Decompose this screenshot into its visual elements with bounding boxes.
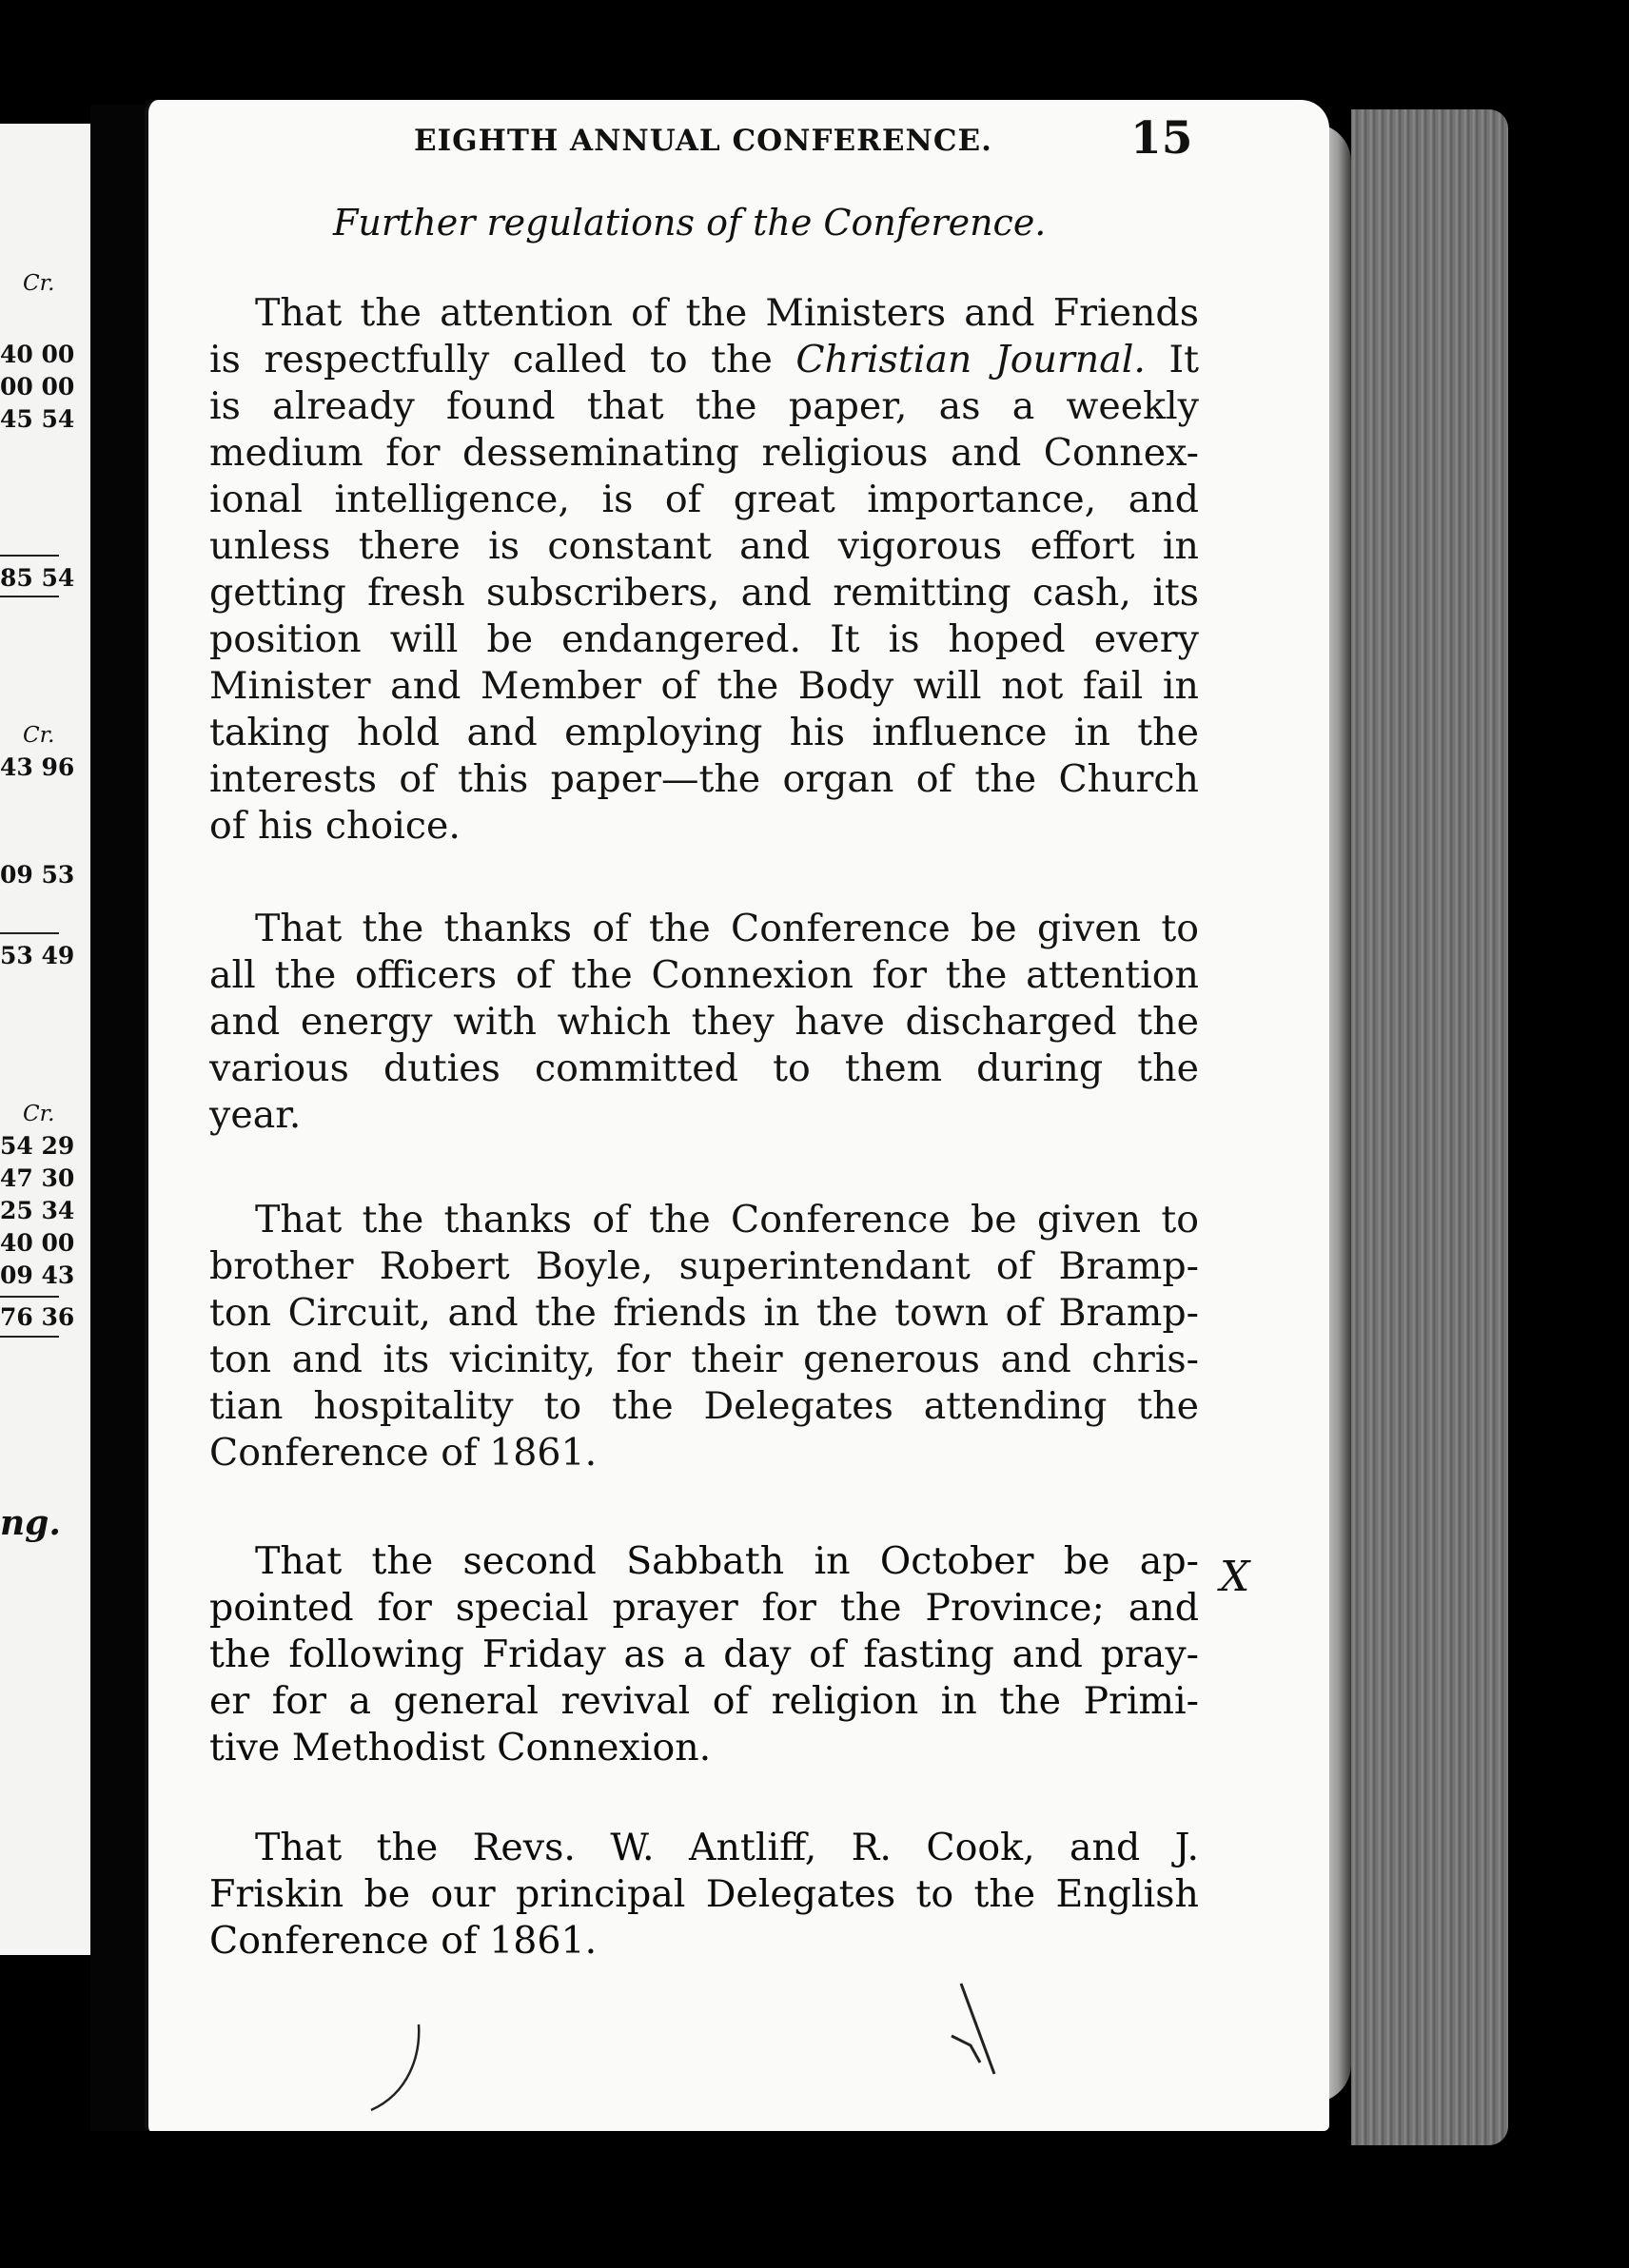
- left-figure: 47 30: [0, 1164, 75, 1192]
- text-line: getting fresh subscribers, and remitting cash, its: [209, 571, 1199, 615]
- left-figure: 40 00: [0, 341, 75, 368]
- text-line: the following Friday as a day of fasting and pray-: [209, 1633, 1199, 1676]
- left-rule: [0, 1336, 59, 1338]
- left-figure: 00 00: [0, 373, 75, 401]
- left-figure: 43 96: [0, 753, 75, 781]
- text-line: year.: [209, 1093, 302, 1137]
- text-line: pointed for special prayer for the Province; and: [209, 1586, 1199, 1630]
- text-line: various duties committed to them during the: [209, 1046, 1199, 1090]
- text-line: Conference of 1861.: [209, 1919, 598, 1963]
- paragraph-journal: [209, 290, 1199, 850]
- left-figure: 53 49: [0, 942, 75, 969]
- text-line: taking hold and employing his influence in the: [209, 711, 1199, 754]
- page-number: 15: [1130, 112, 1193, 165]
- text-line: That the Revs. W. Antliff, R. Cook, and J.: [255, 1826, 1199, 1869]
- text-line: ional intelligence, is of great importance, and: [209, 478, 1199, 521]
- pencil-scratch: [352, 2017, 438, 2121]
- paragraph-delegates: [209, 1825, 1199, 1965]
- text-line: position will be endangered. It is hoped every: [209, 617, 1199, 661]
- text-line: tive Methodist Connexion.: [209, 1726, 712, 1769]
- text-line: er for a general revival of religion in the Primi-: [209, 1679, 1199, 1723]
- text-line: Friskin be our principal Delegates to the English: [209, 1872, 1199, 1916]
- left-rule: [0, 1296, 59, 1298]
- text-line: Conference of 1861.: [209, 1431, 598, 1475]
- text-line: That the second Sabbath in October be ap-: [255, 1539, 1199, 1583]
- left-cr-label: Cr.: [23, 271, 55, 296]
- margin-x-mark: X: [1220, 1553, 1250, 1601]
- left-figure: 09 43: [0, 1261, 75, 1289]
- journal-title: Christian Journal.: [795, 338, 1146, 381]
- left-figure: 85 54: [0, 564, 75, 592]
- pencil-scratch: [942, 1979, 1018, 2083]
- text-line: That the thanks of the Conference be given to: [255, 1198, 1199, 1242]
- left-cr-label: Cr.: [23, 723, 55, 748]
- text-line: interests of this paper—the organ of the Church: [209, 757, 1199, 801]
- left-figure: 09 53: [0, 861, 75, 889]
- paragraph-sabbath-prayer: [209, 1538, 1199, 1771]
- text-line: medium for desseminating religious and Connex-: [209, 431, 1199, 475]
- left-figure: 45 54: [0, 405, 75, 433]
- text-line: brother Robert Boyle, superintendant of Bramp-: [209, 1244, 1199, 1288]
- text-line: unless there is constant and vigorous effort in: [209, 524, 1199, 568]
- section-title: Further regulations of the Conference.: [333, 202, 1047, 244]
- left-figure: 54 29: [0, 1132, 75, 1160]
- left-figure: 76 36: [0, 1303, 75, 1331]
- text-line: ton Circuit, and the friends in the town of Bramp-: [209, 1291, 1199, 1335]
- running-head: EIGHTH ANNUAL CONFERENCE.: [414, 124, 992, 158]
- left-rule: [0, 596, 59, 597]
- text-line: and energy with which they have discharged the: [209, 1000, 1199, 1044]
- text-line: That the attention of the Ministers and Friends: [255, 291, 1199, 335]
- left-facing-page: [0, 124, 90, 1955]
- text-line: That the thanks of the Conference be given to: [255, 907, 1199, 950]
- book-gutter: [90, 105, 147, 2131]
- left-rule: [0, 932, 59, 934]
- left-rule: [0, 555, 59, 557]
- text-line: tian hospitality to the Delegates attending the: [209, 1384, 1199, 1428]
- book-cover-board: [1351, 109, 1508, 2145]
- paragraph-brampton-thanks: [209, 1197, 1199, 1476]
- text-line: is already found that the paper, as a weekly: [209, 384, 1199, 428]
- text-line: Minister and Member of the Body will not fail in: [209, 664, 1199, 708]
- text-line: of his choice.: [209, 804, 461, 848]
- left-text-fragment: ng.: [0, 1503, 61, 1543]
- left-figure: 40 00: [0, 1229, 75, 1257]
- text-line: is respectfully called to the Christian Journal. It: [209, 338, 1199, 381]
- left-figure: 25 34: [0, 1197, 75, 1224]
- left-cr-label: Cr.: [23, 1102, 55, 1126]
- paragraph-officers-thanks: [209, 906, 1199, 1139]
- text-line: ton and its vicinity, for their generous and chris-: [209, 1338, 1199, 1381]
- text-line: all the officers of the Connexion for the attention: [209, 953, 1199, 997]
